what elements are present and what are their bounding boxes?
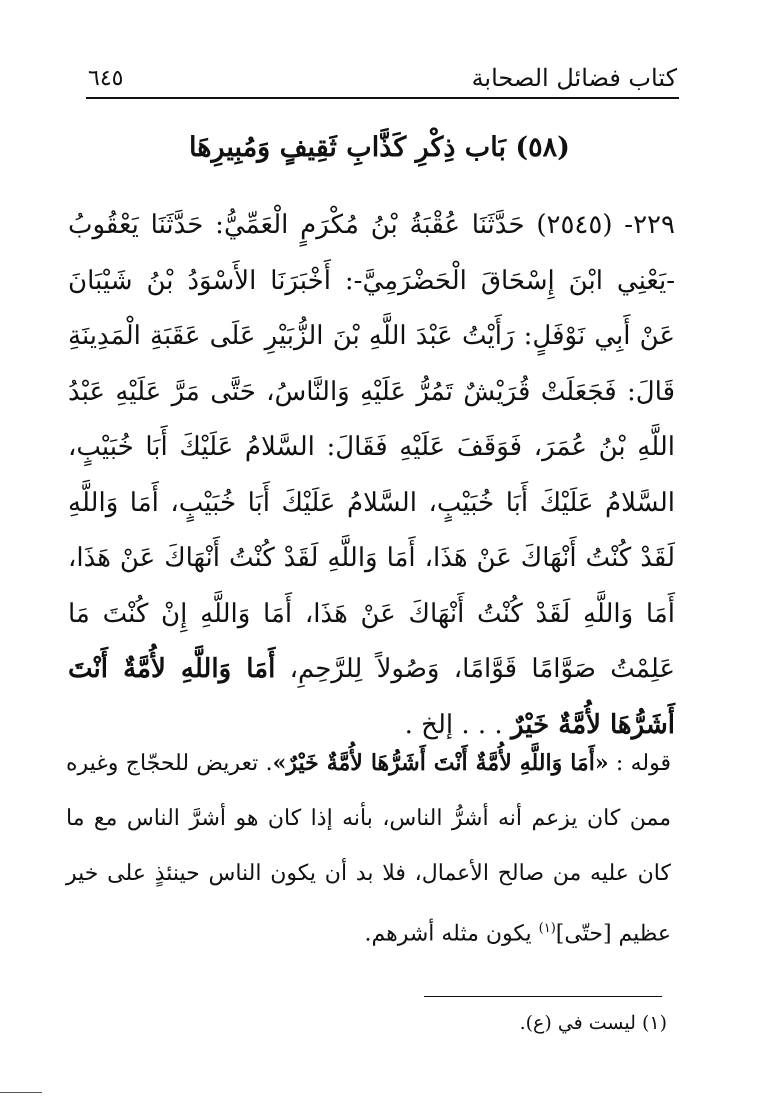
page-number: ٦٤٥ <box>88 66 124 91</box>
page-header <box>88 52 677 96</box>
running-title: كتاب فضائل الصحابة <box>471 64 677 92</box>
hadith-text <box>68 198 675 753</box>
hadith-ending: . . . إلخ . <box>404 709 503 740</box>
footnote: (١) ليست في (ع). <box>519 1012 667 1034</box>
commentary-text <box>66 736 671 961</box>
hadith-body: ٢٢٩- (٢٥٤٥) حَدَّثَنَا عُقْبَةُ بْنُ مُكْرَمٍ الْعَمِّيُّ: حَدَّثَنَا يَعْقُوبُ -يَعْنِي ابْنَ إِسْحَاقَ الْحَضْرَمِيَّ-: أَخْبَرَنَا الأَسْوَدُ بْنُ شَيْبَانَ عَنْ أَبِي نَوْفَلٍ: رَأَيْتُ عَبْدَ اللَّهِ بْنَ الزُّبَيْرِ عَلَى عَقَبَةِ الْمَدِينَةِ قَالَ: فَجَعَلَتْ قُرَيْشٌ تَمُرُّ عَلَيْهِ وَالنَّاسُ، حَتَّى مَرَّ عَلَيْهِ عَبْدُ اللَّهِ بْنُ عُمَرَ، فَوَقَفَ عَلَيْهِ فَقَالَ: السَّلامُ عَلَيْكَ أَبَا خُبَيْبٍ، السَّلامُ عَلَيْكَ أَبَا خُبَيْبٍ، السَّلامُ عَلَيْكَ أَبَا خُبَيْبٍ، أَمَا وَاللَّهِ لَقَدْ كُنْتُ أَنْهَاكَ عَنْ هَذَا، أَمَا وَاللَّهِ لَقَدْ كُنْتُ أَنْهَاكَ عَنْ هَذَا، أَمَا وَاللَّهِ لَقَدْ كُنْتُ أَنْهَاكَ عَنْ هَذَا، أَمَا وَاللَّهِ إِنْ كُنْتَ مَا عَلِمْتُ صَوَّامًا قَوَّامًا، وَصُولاً لِلرَّحِمِ، <box>68 210 675 684</box>
corner-mark <box>0 1092 42 1093</box>
footnote-reference: (١) <box>538 921 556 936</box>
commentary-lead: قوله : <box>608 751 672 776</box>
commentary-tail: يكون مثله أشرهم. <box>364 921 539 947</box>
commentary-quote: «أَمَا وَاللَّهِ لأُمَّةٌ أَنْتَ أَشَرُّهَا لأُمَّةٌ خَيْرٌ» <box>272 750 609 776</box>
header-divider <box>86 97 679 99</box>
chapter-title: (٥٨) بَاب ذِكْرِ كَذَّابِ ثَقِيفٍ وَمُبِيرِهَا <box>189 132 570 163</box>
commentary-body: . تعريض للحجّاج وغيره ممن كان يزعم أنه أشرُّ الناس، بأنه إذا كان هو أشرَّ الناس مع ما كان عليه من صالح الأعمال، فلا بد أن يكون الناس حينئذٍ على خير عظيم [حتّى] <box>66 751 671 947</box>
footnote-divider <box>424 996 662 997</box>
hadith-highlight: أَمَا وَاللَّهِ لأُمَّةٌ أَنْتَ أَشَرُّهَا لأُمَّةٌ خَيْرٌ <box>68 654 675 740</box>
